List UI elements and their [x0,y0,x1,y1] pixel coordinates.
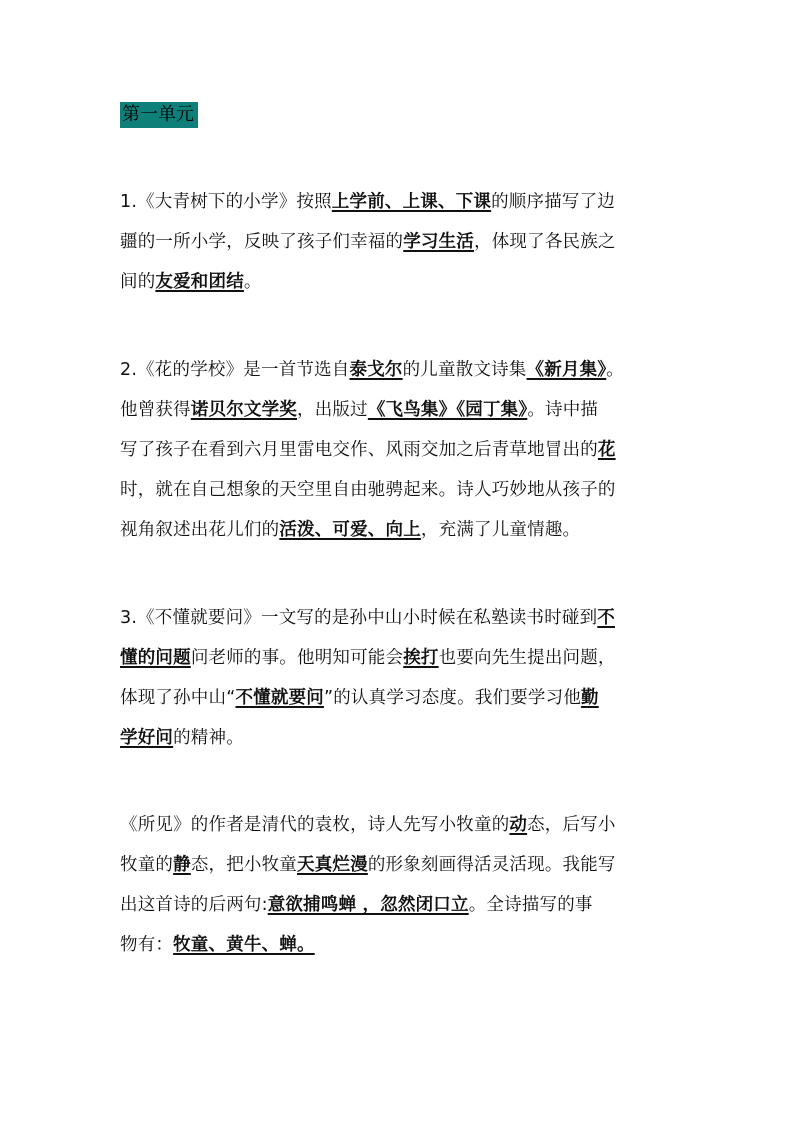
text-segment: 物有： [120,935,174,955]
text-segment: 的顺序描写了边 [491,192,616,212]
text-line [120,845,680,885]
text-segment: 《所见》的作者是清代的袁枚，诗人先写小牧童的 [120,815,510,835]
text-line [120,510,680,550]
text-line [120,390,680,430]
text-segment: 态，把小牧童 [190,855,298,875]
text-line [120,718,680,758]
text-segment: 问老师的事。他明知可能会 [190,648,404,668]
key-term: 牧童、黄牛、蝉。 [173,935,315,955]
text-segment: ，充满了儿童情趣。 [420,520,581,540]
text-line [120,470,680,510]
key-term: 活泼、可爱、向上 [279,520,421,540]
key-term: 勤 [581,688,599,708]
text-segment: 2.《花的学校》是一首节选自 [120,360,350,380]
text-line [120,638,680,678]
key-term: 诺贝尔文学奖 [190,400,298,420]
text-line [120,925,680,965]
text-segment: 写了孩子在看到六月里雷电交作、风雨交加之后青草地冒出的 [120,440,598,460]
text-line [120,430,680,470]
text-segment: 牧童的 [120,855,174,875]
text-segment: 3.《不懂就要问》一文写的是孙中山小时候在私塾读书时碰到 [120,608,598,628]
text-segment: 的形象刻画得活灵活现。我能写 [367,855,616,875]
text-line [120,182,680,222]
text-segment: 态，后写小 [527,815,616,835]
text-segment: 疆的一所小学，反映了孩子们幸福的 [120,232,404,252]
paragraph-4 [120,805,680,965]
key-term: 《飞鸟集》《园丁集》 [367,400,528,420]
text-segment: 。全诗描写的事 [468,895,593,915]
paragraph-1 [120,182,680,302]
text-segment: 也要向先生提出问题， [438,648,616,668]
paragraph-3 [120,598,680,758]
key-term: 挨打 [403,648,439,668]
unit-title: 第一单元 [120,102,198,128]
text-segment: 1.《大青树下的小学》按照 [120,192,332,212]
paragraph-2 [120,350,680,550]
text-line [120,678,680,718]
key-term: 不懂就要问 [235,688,324,708]
key-term: 动 [509,815,528,835]
key-term: 上学前、上课、下课 [331,192,492,212]
key-term: 学习生活 [403,232,475,252]
key-term: 天真烂漫 [297,855,368,875]
key-term: 学好问 [120,728,174,748]
text-line [120,222,680,262]
text-segment: 。 [606,360,624,380]
text-segment: 的精神。 [173,728,244,748]
text-line [120,805,680,845]
text-segment: 出这首诗的后两句: [120,895,268,915]
text-segment: ，出版过 [297,400,368,420]
key-term: 不 [597,608,615,628]
key-term: 花 [597,440,616,460]
key-term: 意欲捕鸣蝉 ，忽然闭口立 [267,895,469,915]
text-segment: 视角叙述出花儿们的 [120,520,280,540]
text-segment: 时，就在自己想象的天空里自由驰骋起来。诗人巧妙地从孩子的 [120,480,616,500]
key-term: 友爱和团结 [155,272,244,292]
text-segment: ”的认真学习态度。我们要学习他 [323,688,582,708]
text-segment: 体现了孙中山“ [120,688,236,708]
key-term: 泰戈尔 [349,360,403,380]
text-segment: ，体现了各民族之 [474,232,616,252]
text-line [120,350,680,390]
text-segment: 。诗中描 [527,400,599,420]
text-segment: 他曾获得 [120,400,191,420]
key-term: 《新月集》 [526,360,607,380]
text-line [120,598,680,638]
text-segment: 间的 [120,272,156,292]
text-segment: 。 [243,272,262,292]
key-term: 静 [173,855,191,875]
key-term: 懂的问题 [120,648,191,668]
text-segment: 的儿童散文诗集 [402,360,527,380]
text-line [120,262,680,302]
text-line [120,885,680,925]
